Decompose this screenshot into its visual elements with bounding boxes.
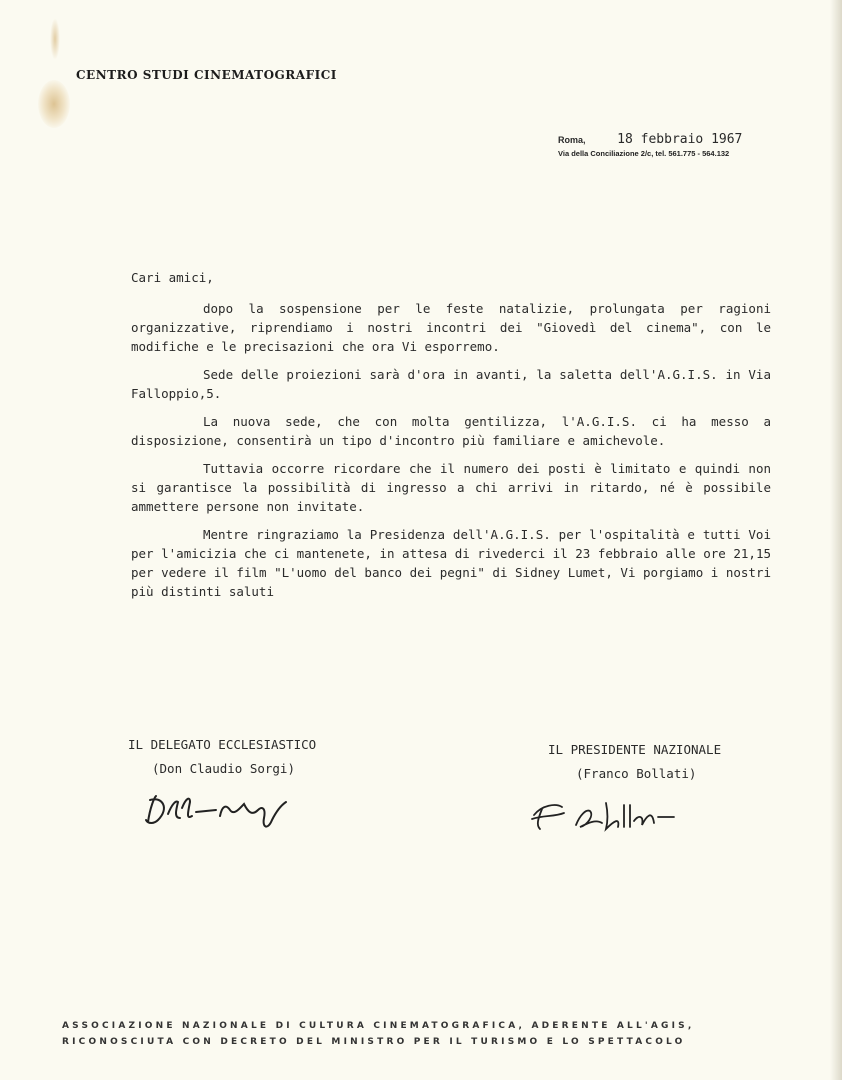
handwritten-signature-left <box>140 790 300 835</box>
date-city: Roma, <box>558 135 586 145</box>
paragraph: Tuttavia occorre ricordare che il numero dei posti è limitato e quindi non si garantisce la possibilità di ingresso a chi arrivi in ritardo, né è possibile ammettere persone non invitate. <box>131 461 771 514</box>
letter-date: 18 febbraio 1967 <box>617 132 743 147</box>
date-block <box>558 128 798 158</box>
signatory-name: (Franco Bollati) <box>576 766 697 781</box>
letter-body <box>131 268 771 610</box>
paragraph: Sede delle proiezioni sarà d'ora in avanti, la saletta dell'A.G.I.S. in Via Falloppio,5. <box>131 367 771 401</box>
signature-block-left <box>128 737 316 776</box>
signatory-title: IL PRESIDENTE NAZIONALE <box>548 742 722 757</box>
footer-line: RICONOSCIUTA CON DECRETO DEL MINISTRO PER IL TURISMO E LO SPETTACOLO <box>62 1037 686 1047</box>
letterhead-address: Via della Conciliazione 2/c, tel. 561.775 - 564.132 <box>558 149 730 158</box>
handwritten-signature-right <box>528 795 688 840</box>
page-edge-shadow <box>830 0 842 1080</box>
paragraph: dopo la sospensione per le feste natalizie, prolungata per ragioni organizzative, riprendiamo i nostri incontri dei "Giovedì del cinema", con le modifiche e le precisazioni che ora Vi esporremo. <box>131 301 771 354</box>
signature-block-right <box>548 742 721 781</box>
signatory-title: IL DELEGATO ECCLESIASTICO <box>128 737 317 752</box>
footer-line: ASSOCIAZIONE NAZIONALE DI CULTURA CINEMATOGRAFICA, ADERENTE ALL'AGIS, <box>62 1021 695 1031</box>
paper-stain <box>50 18 60 60</box>
paper-stain <box>38 80 70 128</box>
organization-name: CENTRO STUDI CINEMATOGRAFICI <box>76 68 337 82</box>
paragraph: La nuova sede, che con molta gentilizza, l'A.G.I.S. ci ha messo a disposizione, consentirà un tipo d'incontro più familiare e amichevole. <box>131 414 771 448</box>
salutation: Cari amici, <box>131 270 214 285</box>
letterhead-footer <box>62 1018 782 1050</box>
signatory-name: (Don Claudio Sorgi) <box>152 761 295 776</box>
paragraph: Mentre ringraziamo la Presidenza dell'A.G.I.S. per l'ospitalità e tutti Voi per l'amicizia che ci mantenete, in attesa di rivederci il 23 febbraio alle ore 21,15 per vedere il film "L'uomo del banco dei pegni" di Sidney Lumet, Vi porgiamo i nostri più distinti saluti <box>131 527 771 599</box>
